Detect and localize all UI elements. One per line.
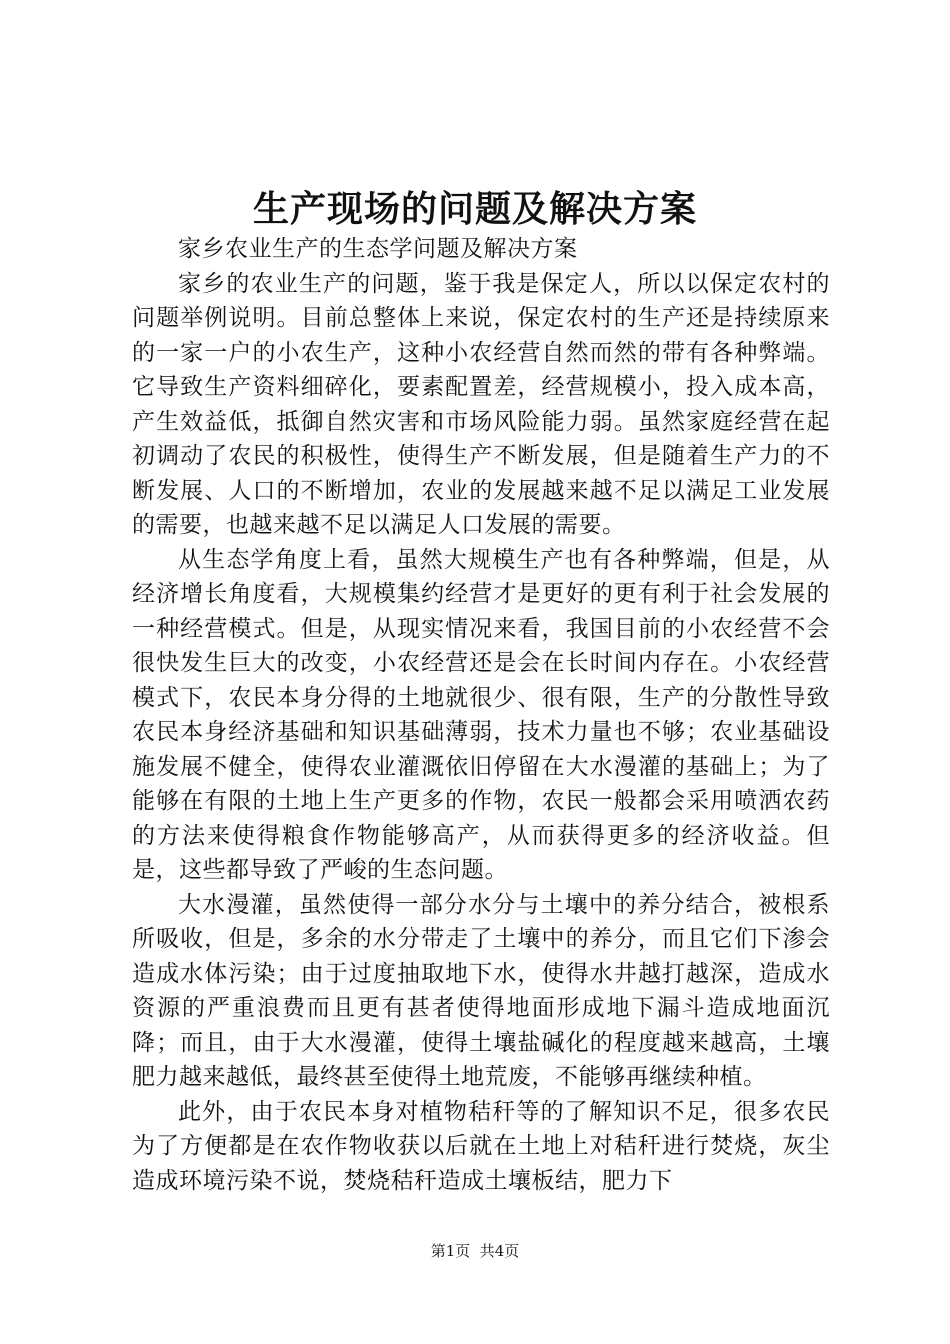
body-paragraph: 家乡的农业生产的问题，鉴于我是保定人，所以以保定农村的问题举例说明。目前总整体上来说，保定农村的生产还是持续原来的一家一户的小农生产，这种小农经营自然而然的带有各种弊端。它导致生产资料细碎化，要素配置差，经营规模小，投入成本高，产生效益低，抵御自然灾害和市场风险能力弱。虽然家庭经营在起初调动了农民的积极性，使得生产不断发展，但是随着生产力的不断发展、人口的不断增加，农业的发展越来越不足以满足工业发展的需要，也越来越不足以满足人口发展的需要。 (132, 270, 830, 538)
body-paragraph: 从生态学角度上看，虽然大规模生产也有各种弊端，但是，从经济增长角度看，大规模集约经营才是更好的更有利于社会发展的一种经营模式。但是，从现实情况来看，我国目前的小农经营不会很快发生巨大的改变，小农经营还是会在长时间内存在。小农经营模式下，农民本身分得的土地就很少、很有限，生产的分散性导致农民本身经济基础和知识基础薄弱，技术力量也不够；农业基础设施发展不健全，使得农业灌溉依旧停留在大水漫灌的基础上；为了能够在有限的土地上生产更多的作物，农民一般都会采用喷洒农药的方法来使得粮食作物能够高产，从而获得更多的经济收益。但是，这些都导致了严峻的生态问题。 (132, 546, 830, 883)
document-title: 生产现场的问题及解决方案 (252, 188, 697, 230)
page-number-label: 第1页 共4页 (430, 1242, 520, 1260)
body-paragraph: 此外，由于农民本身对植物秸秆等的了解知识不足，很多农民为了方便都是在农作物收获以后就在土地上对秸秆进行焚烧，灰尘造成环境污染不说，焚烧秸秆造成土壤板结，肥力下 (132, 1098, 830, 1194)
document-body (132, 232, 830, 1198)
subtitle-paragraph: 家乡农业生产的生态学问题及解决方案 (178, 236, 578, 262)
page-footer (0, 1241, 950, 1261)
body-paragraph: 大水漫灌，虽然使得一部分水分与土壤中的养分结合，被根系所吸收，但是，多余的水分带走了土壤中的养分，而且它们下渗会造成水体污染；由于过度抽取地下水，使得水井越打越深，造成水资源的严重浪费而且更有甚者使得地面形成地下漏斗造成地面沉降；而且，由于大水漫灌，使得土壤盐碱化的程度越来越高，土壤肥力越来越低，最终甚至使得土地荒废，不能够再继续种植。 (132, 891, 830, 1090)
